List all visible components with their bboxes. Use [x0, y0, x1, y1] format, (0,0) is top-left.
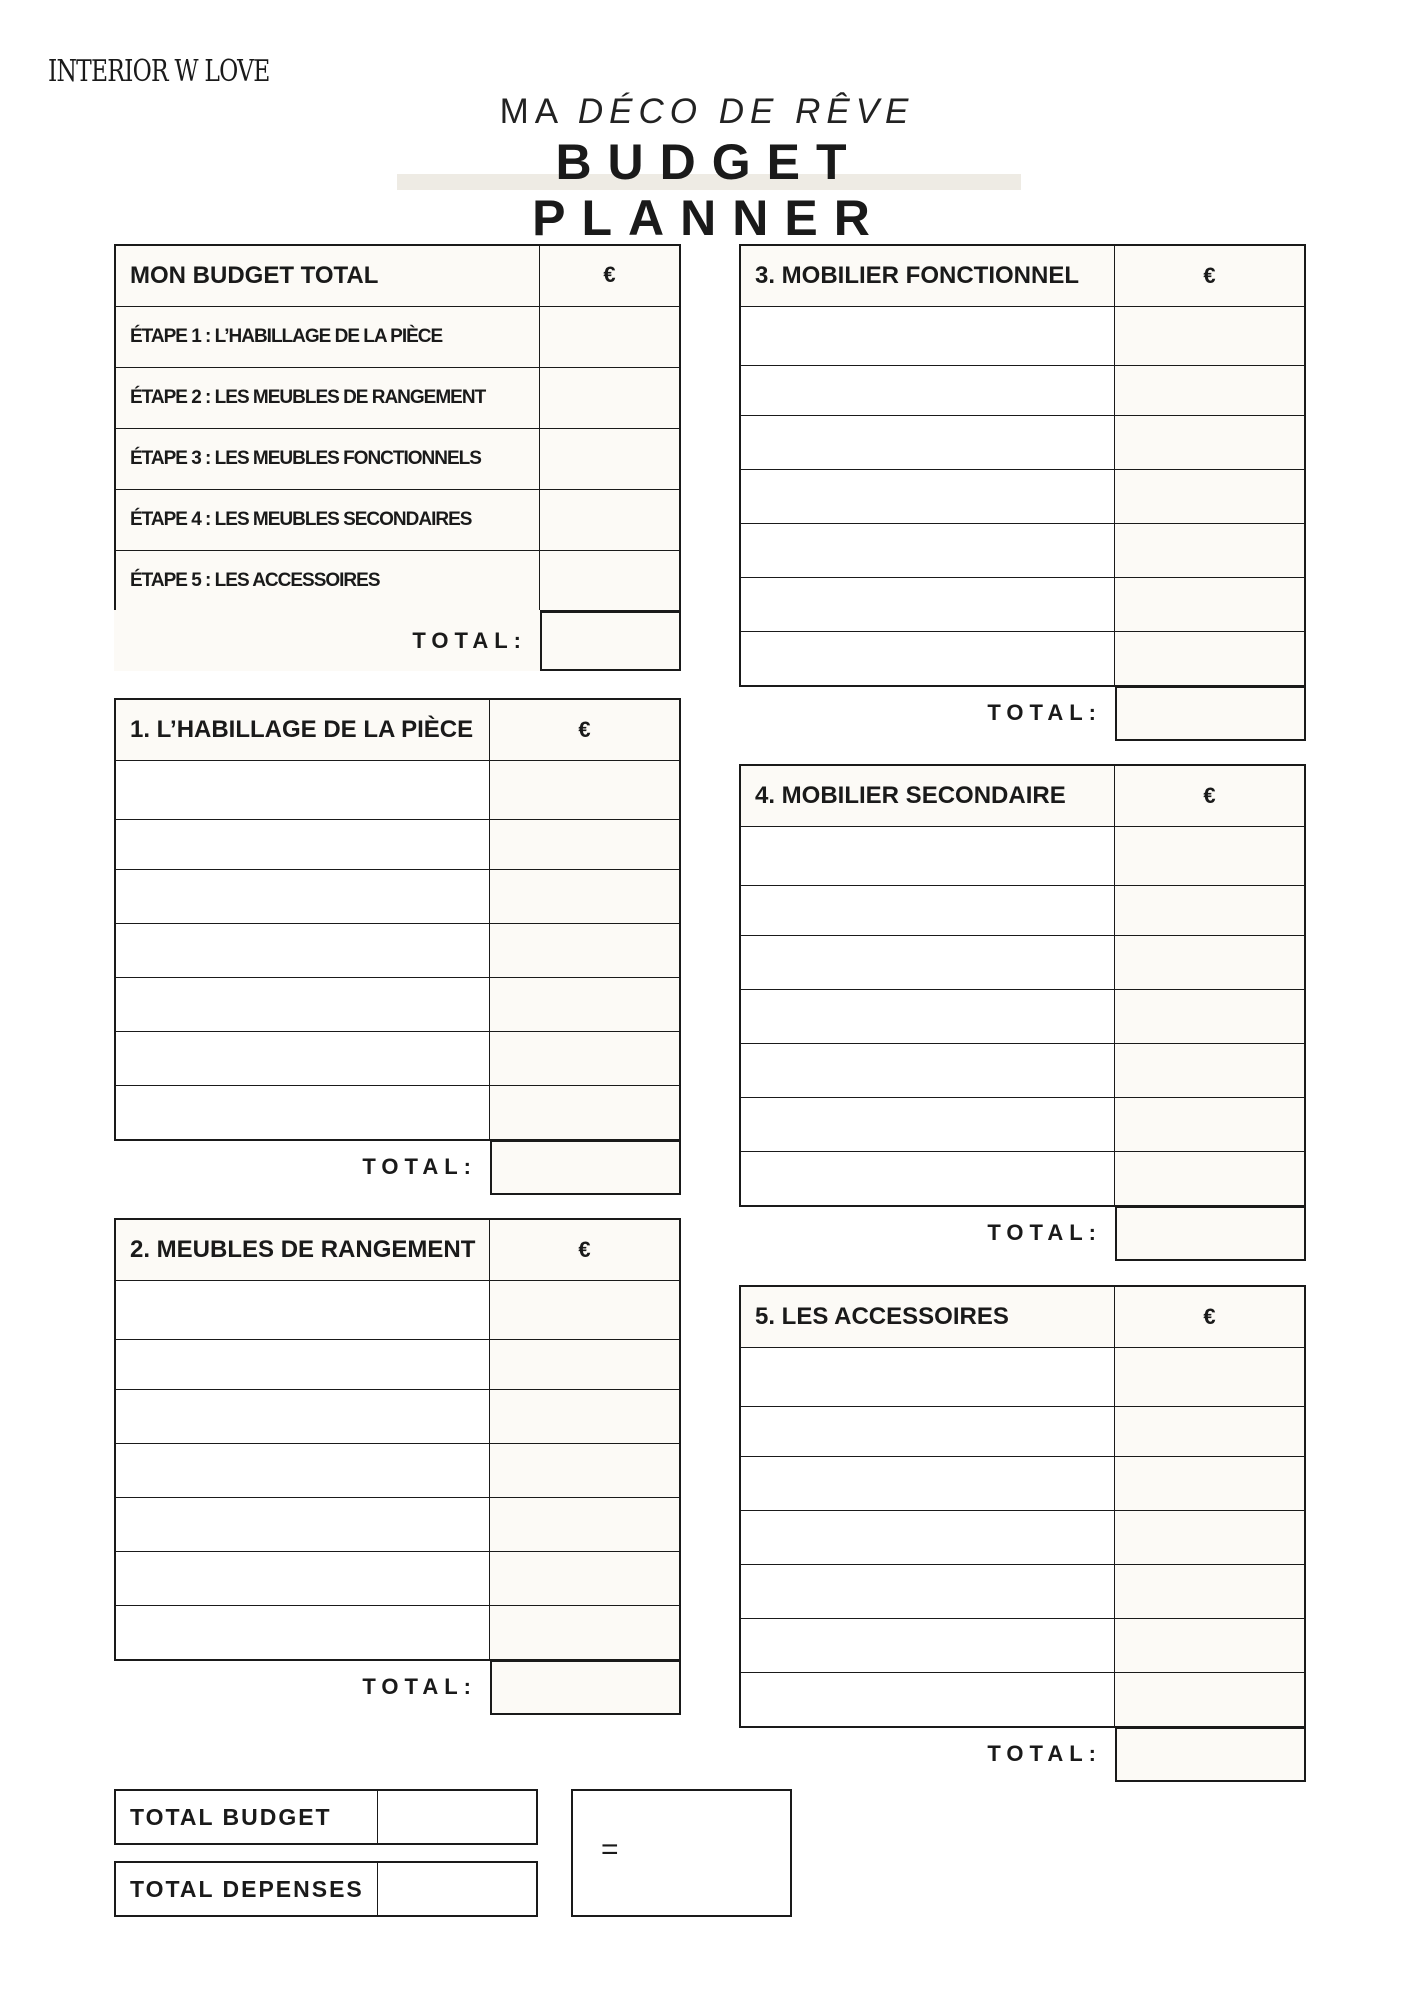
section-title: 2. MEUBLES DE RANGEMENT	[116, 1220, 489, 1280]
item-name-cell[interactable]	[116, 924, 489, 977]
item-name-cell[interactable]	[741, 886, 1114, 935]
euro-header: €	[539, 246, 679, 306]
total-depenses-label: TOTAL DEPENSES	[116, 1863, 378, 1915]
section-title: 5. LES ACCESSOIRES	[741, 1287, 1114, 1347]
item-amount-cell[interactable]	[1114, 416, 1304, 469]
item-amount-cell[interactable]	[489, 1552, 679, 1605]
table-row	[741, 1672, 1304, 1726]
item-amount-cell[interactable]	[1114, 1673, 1304, 1726]
item-name-cell[interactable]	[741, 1673, 1114, 1726]
table-row	[116, 819, 679, 869]
section-table-1	[114, 698, 681, 1141]
step-1-value[interactable]	[539, 307, 679, 367]
step-3-value[interactable]	[539, 429, 679, 489]
item-amount-cell[interactable]	[489, 1390, 679, 1443]
table-row	[116, 1551, 679, 1605]
section-header-row	[741, 1287, 1304, 1347]
table-row	[741, 1347, 1304, 1406]
item-amount-cell[interactable]	[1114, 827, 1304, 885]
item-name-cell[interactable]	[741, 1044, 1114, 1097]
item-amount-cell[interactable]	[489, 978, 679, 1031]
item-name-cell[interactable]	[741, 524, 1114, 577]
item-amount-cell[interactable]	[1114, 936, 1304, 989]
table-row	[741, 1097, 1304, 1151]
item-name-cell[interactable]	[741, 632, 1114, 685]
euro-header: €	[1114, 1287, 1304, 1347]
item-name-cell[interactable]	[116, 1281, 489, 1339]
table-row	[741, 989, 1304, 1043]
item-amount-cell[interactable]	[1114, 1098, 1304, 1151]
section-total-label: TOTAL:	[987, 1220, 1102, 1245]
table-row	[116, 1389, 679, 1443]
item-amount-cell[interactable]	[489, 1498, 679, 1551]
section-title: 1. L’HABILLAGE DE LA PIÈCE	[116, 700, 489, 760]
item-name-cell[interactable]	[116, 1340, 489, 1389]
item-amount-cell[interactable]	[1114, 1152, 1304, 1205]
item-name-cell[interactable]	[741, 1619, 1114, 1672]
euro-header: €	[1114, 246, 1304, 306]
table-row	[741, 577, 1304, 631]
item-name-cell[interactable]	[741, 936, 1114, 989]
item-name-cell[interactable]	[116, 870, 489, 923]
section-header-row	[741, 246, 1304, 306]
table-row	[116, 760, 679, 819]
item-amount-cell[interactable]	[489, 1606, 679, 1659]
section-total-row	[739, 1726, 1306, 1782]
item-name-cell[interactable]	[116, 1552, 489, 1605]
table-row	[741, 1406, 1304, 1456]
item-name-cell[interactable]	[116, 1390, 489, 1443]
step-4-label: ÉTAPE 4 : LES MEUBLES SECONDAIRES	[116, 490, 539, 550]
table-row	[741, 415, 1304, 469]
section-total-row	[114, 1659, 681, 1715]
section-header-row	[116, 1220, 679, 1280]
table-row	[741, 1456, 1304, 1510]
section-total-row	[114, 1139, 681, 1195]
table-row	[116, 869, 679, 923]
item-name-cell[interactable]	[741, 1407, 1114, 1456]
item-name-cell[interactable]	[741, 990, 1114, 1043]
item-amount-cell[interactable]	[489, 820, 679, 869]
table-row	[741, 1510, 1304, 1564]
euro-header: €	[1114, 766, 1304, 826]
euro-header: €	[489, 1220, 679, 1280]
section-total-value[interactable]	[490, 1139, 681, 1195]
item-name-cell[interactable]	[741, 1457, 1114, 1510]
item-amount-cell[interactable]	[1114, 886, 1304, 935]
item-amount-cell[interactable]	[1114, 990, 1304, 1043]
section-total-value[interactable]	[490, 1659, 681, 1715]
section-total-row	[739, 685, 1306, 741]
section-total-label: TOTAL:	[987, 700, 1102, 725]
item-name-cell[interactable]	[116, 1444, 489, 1497]
section-table-2	[114, 1218, 681, 1661]
table-row	[741, 935, 1304, 989]
item-name-cell[interactable]	[741, 470, 1114, 523]
item-amount-cell[interactable]	[1114, 1565, 1304, 1618]
section-total-value[interactable]	[1115, 1726, 1306, 1782]
item-amount-cell[interactable]	[489, 924, 679, 977]
step-4-value[interactable]	[539, 490, 679, 550]
total-budget-box	[114, 1789, 538, 1845]
table-row	[116, 1497, 679, 1551]
page-subtitle: MA DÉCO DE RÊVE	[499, 92, 915, 131]
item-name-cell[interactable]	[116, 1606, 489, 1659]
item-amount-cell[interactable]	[1114, 632, 1304, 685]
summary-table	[114, 244, 681, 612]
item-name-cell[interactable]	[116, 820, 489, 869]
section-total-label: TOTAL:	[362, 1154, 477, 1179]
item-name-cell[interactable]	[741, 1511, 1114, 1564]
item-amount-cell[interactable]	[1114, 470, 1304, 523]
section-total-value[interactable]	[1115, 1205, 1306, 1261]
item-amount-cell[interactable]	[1114, 366, 1304, 415]
table-row	[116, 1280, 679, 1339]
summary-title: MON BUDGET TOTAL	[116, 246, 539, 306]
total-depenses-box	[114, 1861, 538, 1917]
step-5-label: ÉTAPE 5 : LES ACCESSOIRES	[116, 551, 539, 610]
table-row	[116, 1605, 679, 1659]
table-row	[116, 923, 679, 977]
table-row	[741, 826, 1304, 885]
section-header-row	[116, 700, 679, 760]
total-budget-label: TOTAL BUDGET	[116, 1791, 378, 1843]
table-row	[741, 885, 1304, 935]
item-amount-cell[interactable]	[489, 1281, 679, 1339]
item-name-cell[interactable]	[116, 1032, 489, 1085]
section-table-3	[739, 244, 1306, 687]
brand-logo: INTERIOR W LOVE	[48, 54, 270, 89]
section-table-4	[739, 764, 1306, 1207]
table-row	[741, 631, 1304, 685]
item-amount-cell[interactable]	[489, 761, 679, 819]
item-amount-cell[interactable]	[489, 1032, 679, 1085]
table-row	[116, 1085, 679, 1139]
item-name-cell[interactable]	[741, 827, 1114, 885]
table-row	[116, 1443, 679, 1497]
item-name-cell[interactable]	[741, 307, 1114, 365]
item-amount-cell[interactable]	[1114, 1457, 1304, 1510]
euro-header: €	[489, 700, 679, 760]
summary-total-row	[114, 610, 681, 671]
summary-total-label: TOTAL:	[412, 627, 527, 653]
section-table-5	[739, 1285, 1306, 1728]
step-3-label: ÉTAPE 3 : LES MEUBLES FONCTIONNELS	[116, 429, 539, 489]
item-amount-cell[interactable]	[489, 1086, 679, 1139]
item-name-cell[interactable]	[741, 578, 1114, 631]
table-row	[116, 977, 679, 1031]
item-name-cell[interactable]	[116, 1498, 489, 1551]
section-header-row	[741, 766, 1304, 826]
table-row	[741, 1618, 1304, 1672]
item-name-cell[interactable]	[116, 1086, 489, 1139]
section-title: 4. MOBILIER SECONDAIRE	[741, 766, 1114, 826]
item-amount-cell[interactable]	[1114, 1407, 1304, 1456]
item-name-cell[interactable]	[741, 1098, 1114, 1151]
table-row	[116, 1031, 679, 1085]
section-total-label: TOTAL:	[987, 1741, 1102, 1766]
table-row	[741, 306, 1304, 365]
section-total-label: TOTAL:	[362, 1674, 477, 1699]
item-amount-cell[interactable]	[489, 870, 679, 923]
step-2-label: ÉTAPE 2 : LES MEUBLES DE RANGEMENT	[116, 368, 539, 428]
item-name-cell[interactable]	[116, 978, 489, 1031]
page-title: BUDGET PLANNER	[532, 134, 886, 246]
item-amount-cell[interactable]	[1114, 524, 1304, 577]
item-amount-cell[interactable]	[489, 1340, 679, 1389]
table-row	[741, 365, 1304, 415]
section-total-row	[739, 1205, 1306, 1261]
summary-total-value[interactable]	[540, 610, 681, 671]
item-name-cell[interactable]	[741, 416, 1114, 469]
item-amount-cell[interactable]	[1114, 1348, 1304, 1406]
item-amount-cell[interactable]	[1114, 1044, 1304, 1097]
item-name-cell[interactable]	[741, 1565, 1114, 1618]
result-box[interactable]	[571, 1789, 792, 1917]
item-amount-cell[interactable]	[1114, 307, 1304, 365]
section-total-value[interactable]	[1115, 685, 1306, 741]
step-2-value[interactable]	[539, 368, 679, 428]
item-amount-cell[interactable]	[1114, 1619, 1304, 1672]
page-title-wrap	[397, 134, 1021, 246]
item-name-cell[interactable]	[116, 761, 489, 819]
table-row	[741, 523, 1304, 577]
table-row	[741, 469, 1304, 523]
item-amount-cell[interactable]	[1114, 578, 1304, 631]
item-name-cell[interactable]	[741, 366, 1114, 415]
equals-sign: =	[601, 1833, 619, 1866]
table-row	[741, 1564, 1304, 1618]
section-title: 3. MOBILIER FONCTIONNEL	[741, 246, 1114, 306]
table-row	[741, 1043, 1304, 1097]
item-name-cell[interactable]	[741, 1348, 1114, 1406]
item-name-cell[interactable]	[741, 1152, 1114, 1205]
step-1-label: ÉTAPE 1 : L’HABILLAGE DE LA PIÈCE	[116, 307, 539, 367]
item-amount-cell[interactable]	[489, 1444, 679, 1497]
item-amount-cell[interactable]	[1114, 1511, 1304, 1564]
table-row	[741, 1151, 1304, 1205]
step-5-value[interactable]	[539, 551, 679, 610]
table-row	[116, 1339, 679, 1389]
